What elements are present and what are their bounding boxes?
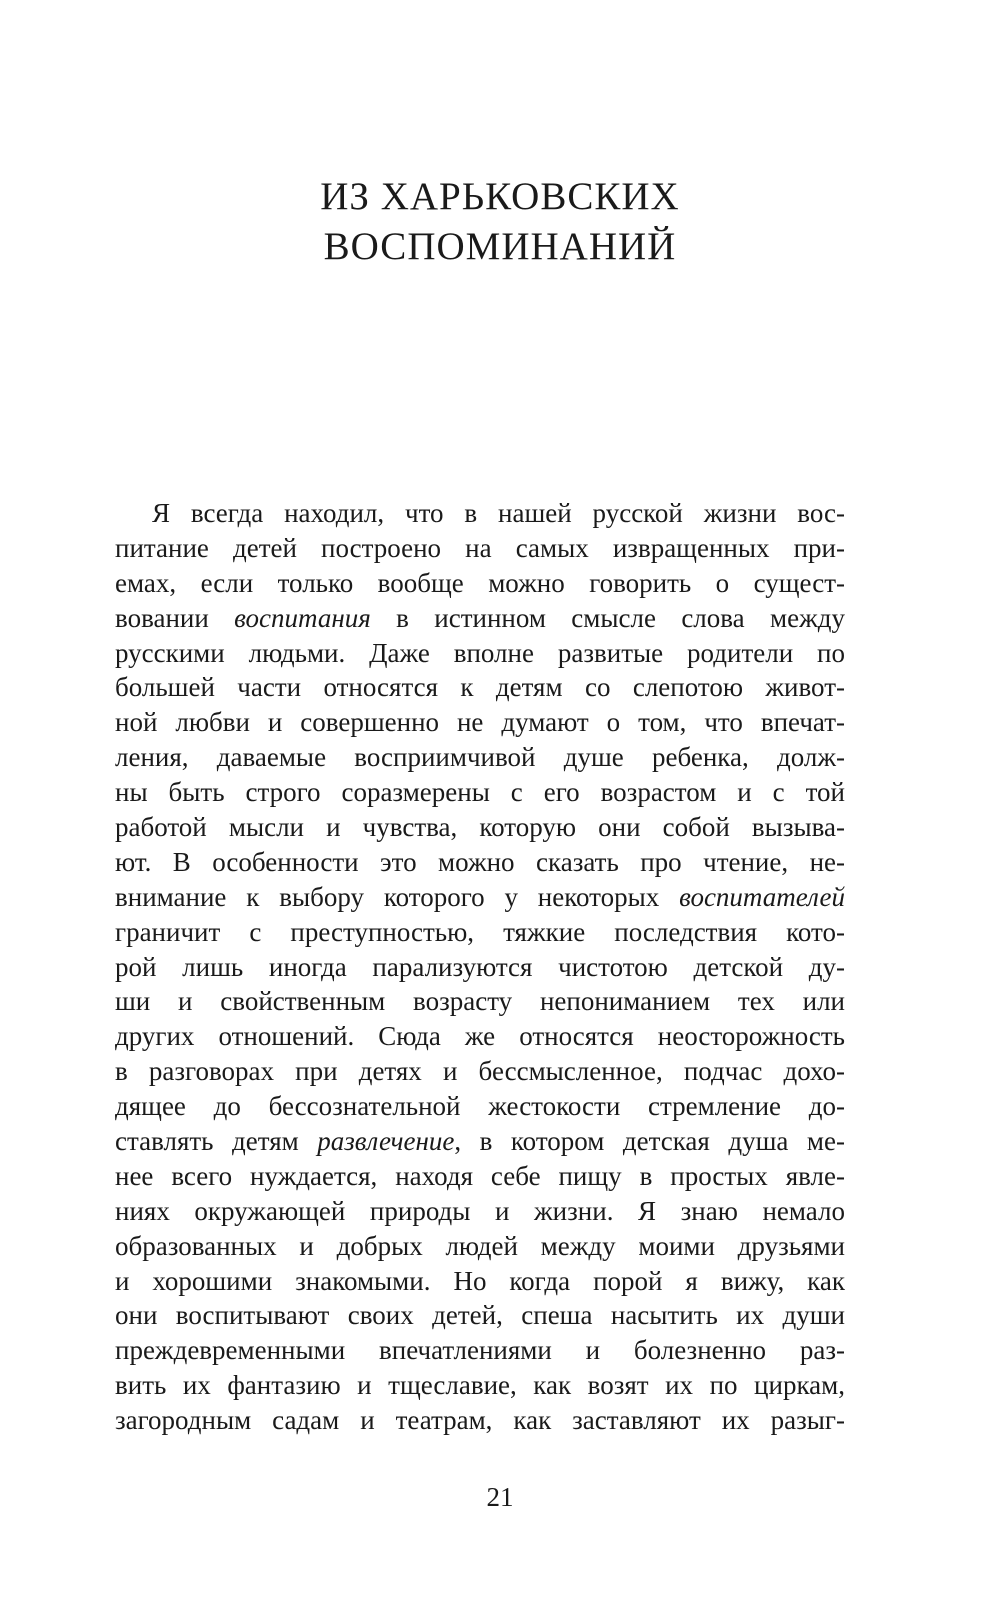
text-line: граничит с преступностью, тяжкие последствия кото-: [115, 916, 845, 947]
text-line: загородным садам и театрам, как заставляют их разыг-: [115, 1405, 845, 1436]
text-line: русскими людьми. Даже вполне развитые родители по: [115, 637, 845, 668]
text-line: работой мысли и чувства, которую они собой вызыва-: [115, 812, 845, 843]
text-line: других отношений. Сюда же относятся неосторожность: [115, 1021, 845, 1052]
text-line: преждевременными впечатлениями и болезненно раз-: [115, 1335, 845, 1366]
text-line: в разговорах при детях и бессмысленное, подчас дохо-: [115, 1056, 845, 1087]
text-line: ши и свойственным возрасту непониманием тех или: [115, 986, 845, 1017]
text-line: вовании воспитания в истинном смысле слова между: [115, 602, 845, 633]
text-line: вить их фантазию и тщеславие, как возят их по циркам,: [115, 1370, 845, 1401]
text-line: и хорошими знакомыми. Но когда порой я вижу, как: [115, 1265, 845, 1296]
italic-emphasis: воспитателей: [679, 881, 845, 912]
text-line: емах, если только вообще можно говорить о сущест-: [115, 567, 845, 598]
text-line: ления, даваемые восприимчивой душе ребенка, долж-: [115, 742, 845, 773]
text-line: рой лишь иногда парализуются чистотою детской ду-: [115, 951, 845, 982]
text-line: ставлять детям развлечение, в котором детская душа ме-: [115, 1126, 845, 1157]
page-number: 21: [486, 1482, 514, 1512]
text-line: большей части относятся к детям со слепотою живот-: [115, 672, 845, 703]
text-line: дящее до бессознательной жестокости стремление до-: [115, 1091, 845, 1122]
text-line: они воспитывают своих детей, спеша насытить их души: [115, 1300, 845, 1331]
text-line: ниях окружающей природы и жизни. Я знаю немало: [115, 1195, 845, 1226]
chapter-title: [0, 172, 1000, 272]
text-line: ны быть строго соразмерены с его возрастом и с той: [115, 777, 845, 808]
chapter-title-line-1: ИЗ ХАРЬКОВСКИХ: [320, 175, 680, 218]
text-line: ют. В особенности это можно сказать про чтение, не-: [115, 846, 845, 877]
italic-emphasis: развлечение: [317, 1126, 455, 1157]
text-line: внимание к выбору которого у некоторых воспитателей: [115, 881, 845, 912]
text-line: ной любви и совершенно не думают о том, что впечат-: [115, 707, 845, 738]
text-line: нее всего нуждается, находя себе пищу в простых явле-: [115, 1160, 845, 1191]
text-line: Я всегда находил, что в нашей русской жизни вос-: [152, 498, 845, 528]
body-paragraph: [115, 496, 845, 1438]
text-line: питание детей построено на самых извращенных при-: [115, 532, 845, 563]
text-line: образованных и добрых людей между моими друзьями: [115, 1230, 845, 1261]
chapter-title-line-2: ВОСПОМИНАНИЙ: [323, 225, 677, 268]
italic-emphasis: воспитания: [234, 602, 371, 633]
